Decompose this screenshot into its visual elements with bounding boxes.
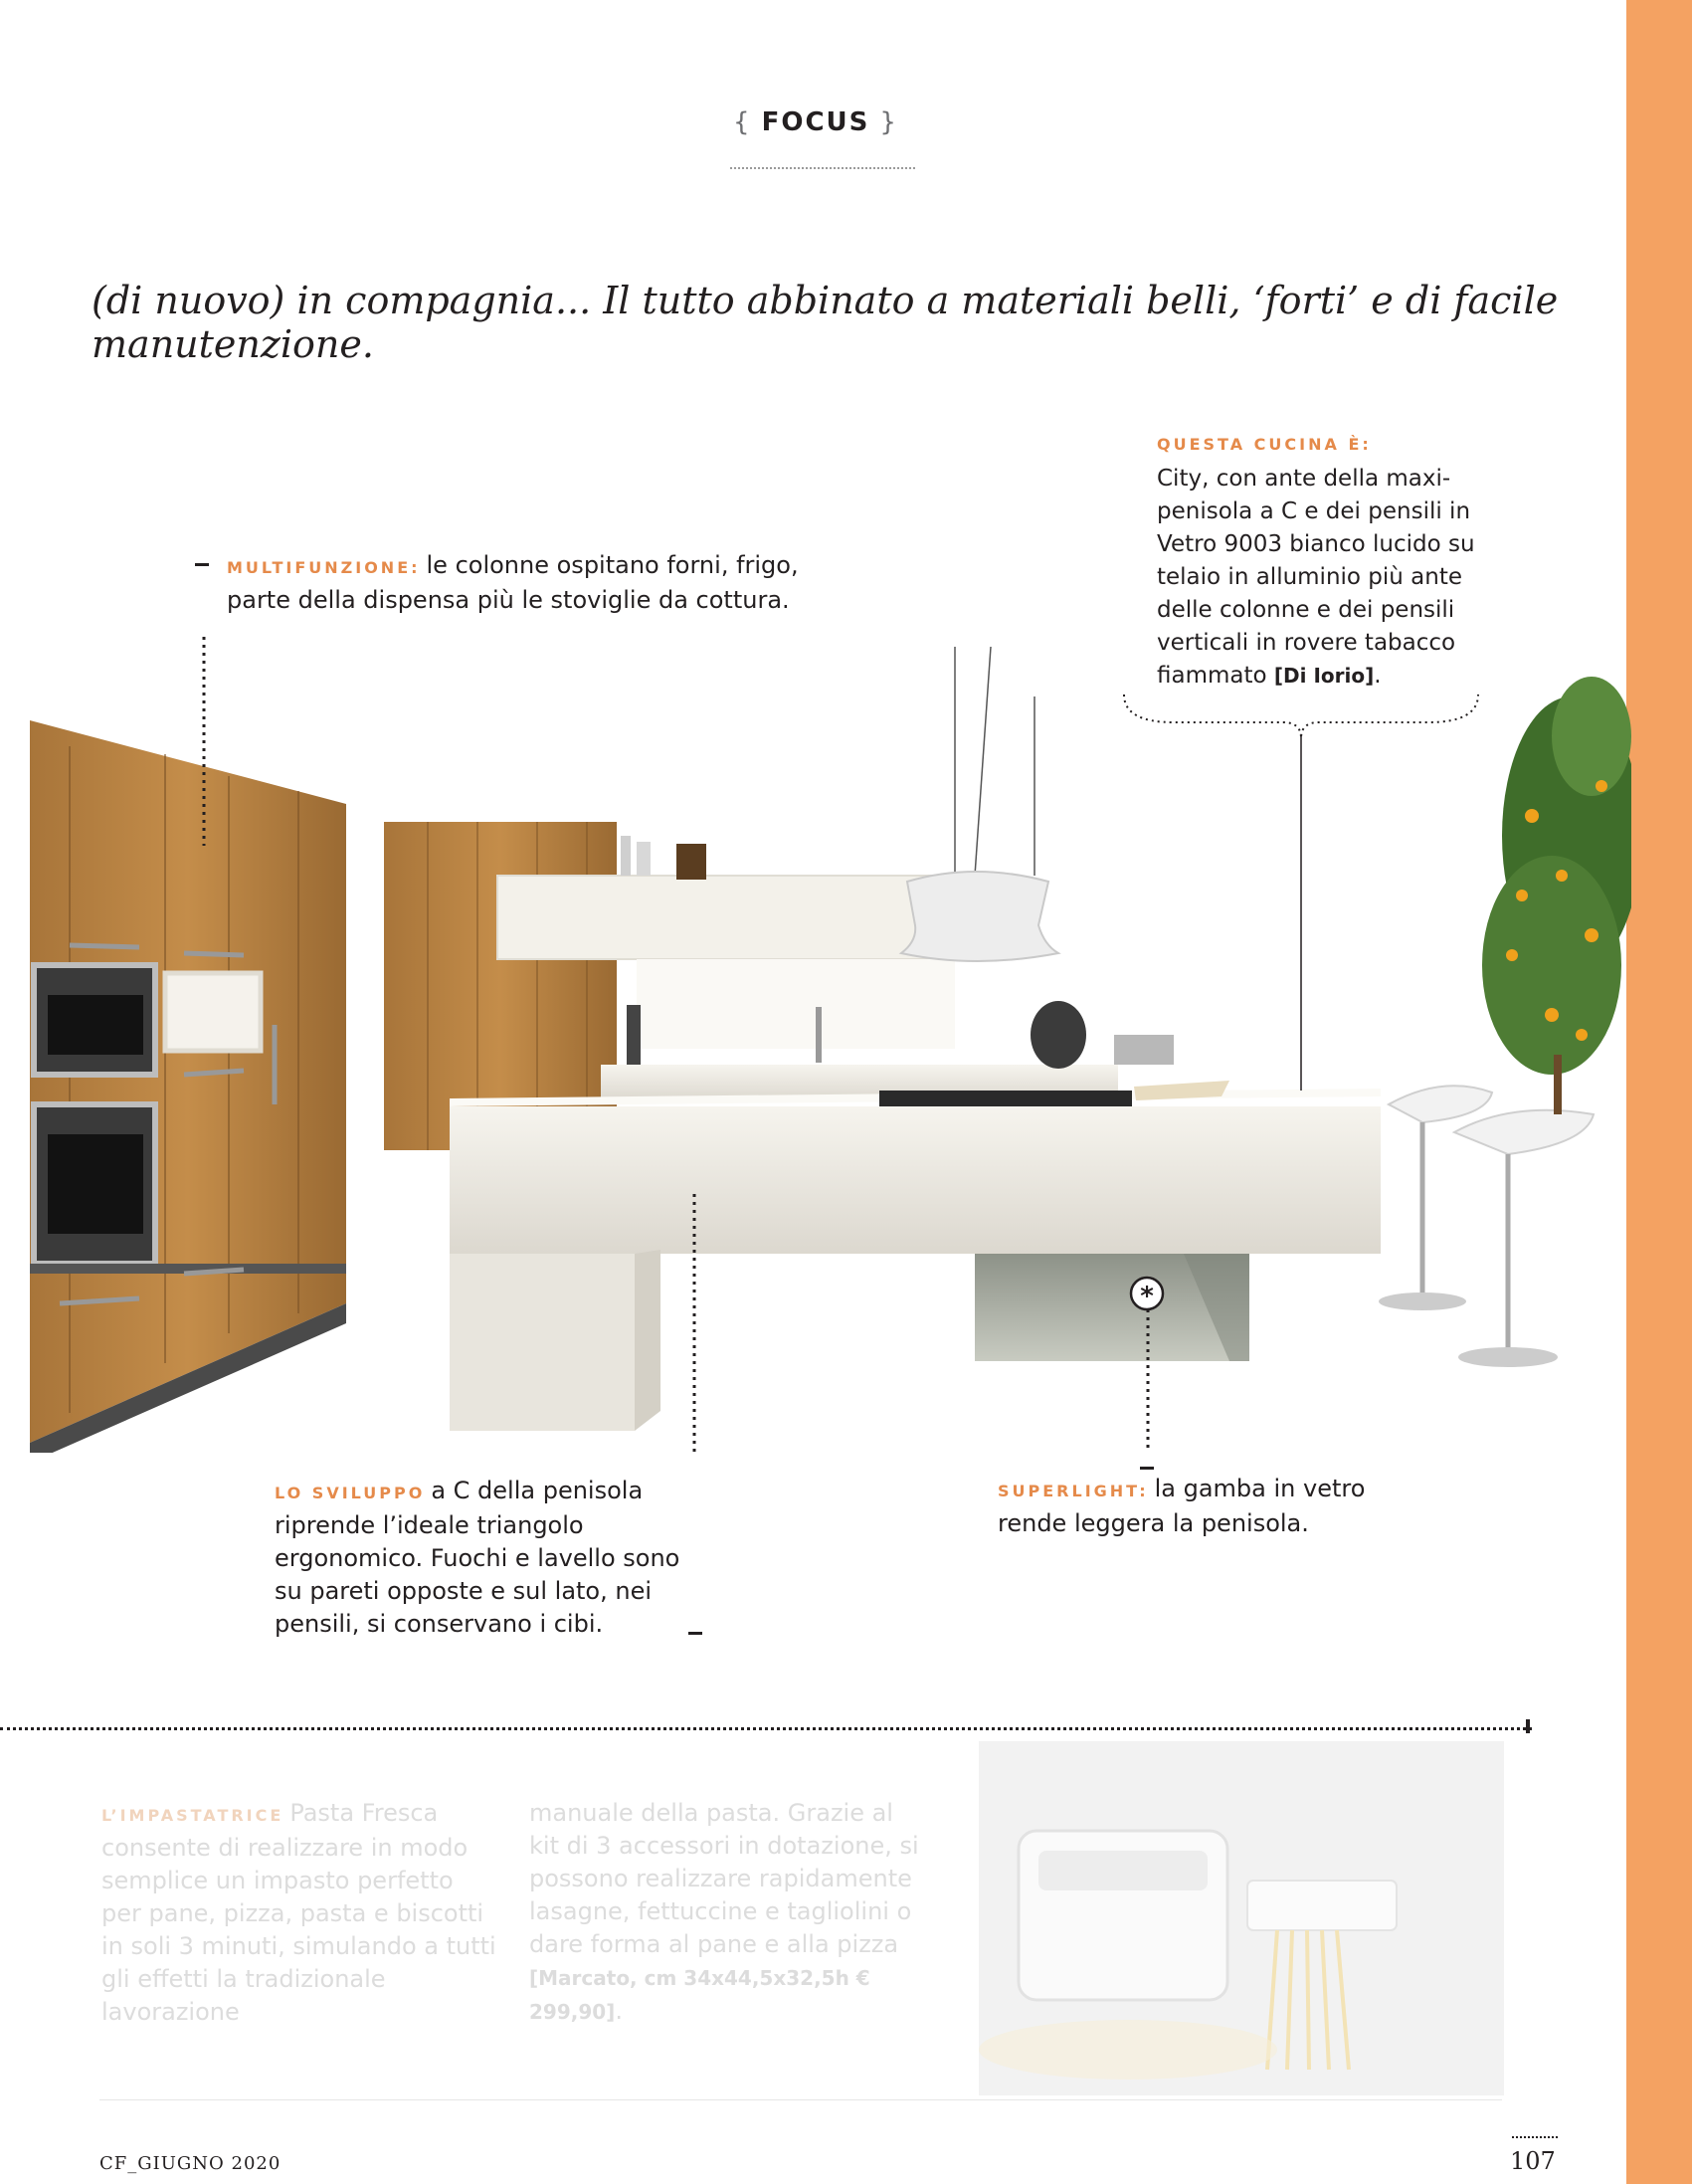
caption-text: City, con ante della maxi-penisola a C e dei pensili in Vetro 9003 bianco lucido su telaio in alluminio più ante delle colonne e dei pensili verticali in rovere tabacco fiammato bbox=[1157, 466, 1475, 689]
header-divider bbox=[730, 167, 915, 169]
asterisk-glyph: * bbox=[1140, 1282, 1154, 1311]
intro-text: (di nuovo) in compagnia... Il tutto abbinato a materiali belli, ‘forti’ e di facile manutenzione. bbox=[92, 279, 1559, 366]
caption-text: la gamba in vetro rende leggera la penisola. bbox=[998, 1475, 1366, 1537]
peninsula-front bbox=[450, 1106, 1381, 1254]
kitchen-photo bbox=[0, 637, 1631, 1453]
product-text: Pasta Fresca consente di realizzare in modo semplice un impasto perfetto per pane, pizza, pasta e biscotti in soli 3 minuti, simulando a tutti gli effetti la tradizionale lavorazione bbox=[101, 1799, 496, 2026]
section-title: FOCUS bbox=[761, 107, 870, 137]
questa-bracket bbox=[1114, 687, 1492, 746]
footer-issue: CF_GIUGNO 2020 bbox=[99, 2153, 282, 2174]
product-end: . bbox=[615, 1997, 623, 2025]
superlight-tick bbox=[1140, 1467, 1154, 1470]
section-divider bbox=[0, 1727, 1532, 1730]
orange-side-band bbox=[1626, 0, 1692, 2184]
open-brace: { bbox=[733, 107, 752, 137]
caption-superlight bbox=[998, 1473, 1415, 1540]
caption-text: a C della penisola riprende l’ideale triangolo ergonomico. Fuochi e lavello sono su pareti opposte e sul lato, nei pensili, si conservano i cibi. bbox=[275, 1477, 680, 1638]
pendant-lamp bbox=[901, 647, 1058, 961]
bar-stools bbox=[1379, 1086, 1594, 1367]
caption-multifunzione bbox=[227, 549, 824, 617]
caption-questa-cucina bbox=[1157, 428, 1485, 693]
caption-label: SUPERLIGHT: bbox=[998, 1482, 1149, 1500]
caption-label: LO SVILUPPO bbox=[275, 1484, 426, 1502]
close-brace: } bbox=[879, 107, 898, 137]
caption-label: QUESTA CUCINA È: bbox=[1157, 435, 1372, 454]
open-niche bbox=[165, 973, 261, 1051]
page-number-rule bbox=[1512, 2136, 1558, 2138]
stand-mixer bbox=[1031, 1001, 1086, 1069]
product-text: manuale della pasta. Grazie al kit di 3 accessori in dotazione, si possono realizzare rapidamente lasagne, fettuccine e tagliolini o dare forma al pane e alla pizza bbox=[529, 1799, 919, 1958]
caption-label: MULTIFUNZIONE: bbox=[227, 558, 421, 577]
peninsula-foot bbox=[450, 1254, 635, 1431]
orange-tree bbox=[1482, 677, 1631, 1114]
product-text-col1 bbox=[101, 1797, 499, 2029]
caption-sviluppo bbox=[275, 1475, 692, 1641]
brand-ref: [Di Iorio] bbox=[1273, 664, 1375, 688]
product-ref: [Marcato, cm 34x44,5x32,5h € 299,90] bbox=[529, 1966, 870, 2024]
pasta-machine-photo bbox=[979, 1741, 1504, 2095]
product-text-col2 bbox=[529, 1797, 927, 2029]
page-number: 107 bbox=[1510, 2147, 1556, 2175]
wall-cabinet bbox=[497, 876, 955, 959]
multifunzione-tick bbox=[195, 563, 209, 566]
section-divider-tick bbox=[1526, 1719, 1530, 1733]
footer-rule bbox=[99, 2099, 1502, 2100]
cooktop bbox=[879, 1091, 1132, 1106]
caption-end: . bbox=[1374, 663, 1382, 689]
product-label: L’IMPASTATRICE bbox=[101, 1806, 284, 1825]
section-header bbox=[0, 107, 1631, 137]
caption-text: le colonne ospitano forni, frigo, parte della dispensa più le stoviglie da cottura. bbox=[227, 551, 799, 614]
